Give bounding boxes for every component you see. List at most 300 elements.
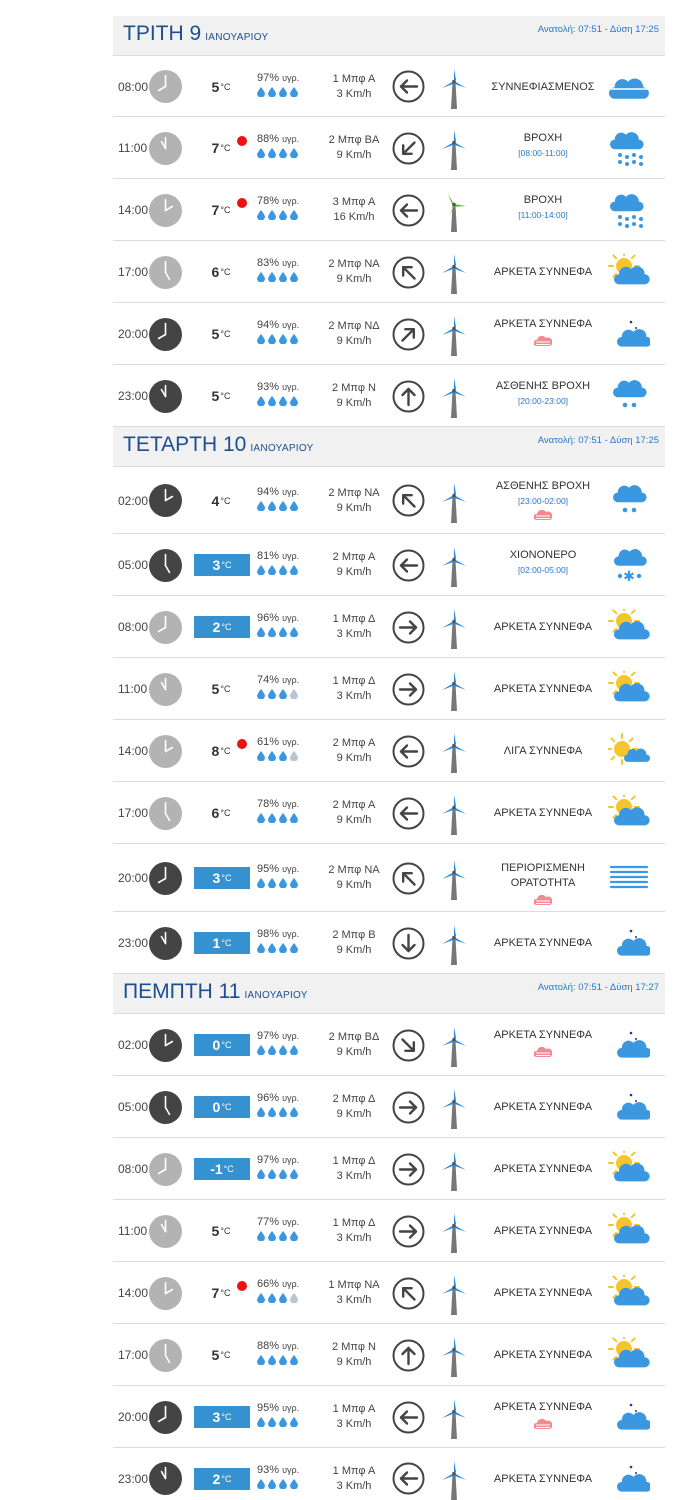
wind-speed: 9 Km/h [336, 273, 372, 285]
humidity-unit: υγρ. [282, 799, 300, 809]
humidity-text [257, 381, 313, 393]
humidity-drops-icon [257, 689, 313, 699]
wind-direction-arrow-icon [392, 611, 425, 644]
wind-turbine-icon [439, 483, 469, 523]
condition-text: ΠΕΡΙΟΡΙΣΜΕΝΗ ΟΡΑΤΟΤΗΤΑ [501, 862, 585, 889]
wind-direction-arrow-icon [392, 132, 425, 165]
condition-text: ΑΡΚΕΤΑ ΣΥΝΝΕΦΑ [493, 266, 593, 278]
wind-speed: 9 Km/h [336, 149, 372, 161]
wind-direction-arrow-icon [392, 1339, 425, 1372]
forecast-time: 05:00 [118, 1100, 149, 1114]
clock-icon [149, 1277, 182, 1310]
temperature-unit: °C [220, 808, 231, 818]
wind-turbine-icon [439, 192, 469, 232]
humidity [257, 486, 313, 511]
humidity-unit: υγρ. [282, 196, 300, 206]
humidity-value: 81% [257, 550, 280, 562]
wind-info [319, 798, 389, 828]
day-header [113, 16, 665, 56]
humidity-value: 96% [257, 612, 280, 624]
humidity-drops-icon [257, 1045, 313, 1055]
temperature-unit: °C [221, 1040, 232, 1050]
forecast-row [113, 1386, 665, 1448]
humidity-unit: υγρ. [282, 1031, 300, 1041]
forecast-row [113, 596, 665, 658]
temperature-value: 8 [211, 743, 220, 759]
humidity-value: 97% [257, 1154, 280, 1166]
wind-direction-arrow-icon [392, 862, 425, 895]
temperature-unit: °C [221, 938, 232, 948]
humidity [257, 612, 313, 637]
humidity-drops-icon [257, 501, 313, 511]
humidity-drops-icon [257, 1355, 313, 1365]
temperature-unit: °C [220, 143, 231, 153]
temperature-value: 6 [211, 805, 220, 821]
clock-icon [149, 735, 182, 768]
cloudy-icon [608, 69, 650, 105]
temperature-value: 3 [212, 557, 221, 573]
clock-icon [149, 797, 182, 830]
humidity-value: 83% [257, 257, 280, 269]
humidity-value: 88% [257, 133, 280, 145]
wind-info [319, 133, 389, 163]
wind-info [319, 319, 389, 349]
forecast-row [113, 179, 665, 241]
partly-cloudy-day-icon [608, 1337, 650, 1373]
humidity-unit: υγρ. [282, 864, 300, 874]
temperature [194, 616, 250, 638]
wind-beaufort: 2 Μπφ ΝΑ [328, 258, 380, 270]
temperature-unit: °C [221, 873, 232, 883]
temperature [193, 802, 249, 824]
humidity-unit: υγρ. [282, 382, 300, 392]
wind-speed: 9 Km/h [336, 752, 372, 764]
temperature-unit: °C [220, 1226, 231, 1236]
humidity-unit: υγρ. [282, 320, 300, 330]
wind-beaufort: 2 Μπφ ΝΑ [328, 486, 380, 499]
condition-period: [20:00-23:00] [517, 396, 569, 406]
wind-info [319, 1092, 389, 1122]
condition [478, 317, 608, 347]
wind-turbine-icon [439, 254, 469, 294]
forecast-row [113, 782, 665, 844]
condition [478, 548, 608, 575]
temperature-unit: °C [220, 391, 231, 401]
condition-text: ΑΡΚΕΤΑ ΣΥΝΝΕΦΑ [493, 683, 593, 695]
wind-direction-arrow-icon [392, 797, 425, 830]
humidity-drops-icon [257, 627, 313, 637]
temperature-value: 3 [212, 1409, 221, 1425]
wind-turbine-icon [439, 1461, 469, 1500]
mist-icon [534, 510, 552, 521]
wind-speed: 3 Km/h [336, 1479, 372, 1492]
clock-icon [149, 1029, 182, 1062]
condition-period: [11:00-14:00] [518, 210, 568, 220]
wind-direction-arrow-icon [392, 1401, 425, 1434]
partly-cloudy-day-icon [608, 1151, 650, 1187]
temperature-value: -1 [210, 1161, 223, 1177]
temperature-unit: °C [220, 1288, 231, 1298]
condition-period: [23:00-02:00] [517, 495, 569, 506]
humidity-unit: υγρ. [282, 551, 300, 561]
temperature [193, 1344, 249, 1366]
forecast-row [113, 1448, 665, 1500]
forecast-time: 17:00 [118, 265, 149, 279]
humidity-value: 66% [257, 1278, 280, 1290]
humidity-text [257, 736, 313, 748]
wind-turbine-icon [439, 130, 469, 170]
humidity-unit: υγρ. [282, 1093, 300, 1103]
rain-icon [608, 130, 650, 166]
condition [478, 806, 608, 821]
wind-direction-arrow-icon [392, 380, 425, 413]
wind-beaufort: 1 Μπφ ΝΑ [328, 1279, 380, 1291]
wind-speed: 9 Km/h [336, 1356, 372, 1368]
wind-direction-arrow-icon [392, 1029, 425, 1062]
wind-turbine-icon [439, 1213, 469, 1253]
clock-icon [149, 318, 182, 351]
wind-turbine-icon [439, 925, 469, 965]
humidity [257, 195, 313, 220]
wind-info [319, 257, 389, 287]
wind-speed: 3 Km/h [336, 1294, 372, 1306]
temperature [193, 76, 249, 98]
wind-beaufort: 2 Μπφ ΒΔ [328, 1031, 380, 1043]
temperature [193, 490, 249, 512]
humidity [257, 257, 313, 282]
wind-direction-arrow-icon [392, 735, 425, 768]
humidity-text [257, 798, 313, 810]
condition [478, 1028, 608, 1058]
clock-icon [149, 70, 182, 103]
humidity-drops-icon [257, 878, 313, 888]
condition-text: ΑΡΚΕΤΑ ΣΥΝΝΕΦΑ [493, 1287, 593, 1299]
condition [478, 744, 608, 759]
humidity-text [257, 195, 313, 207]
humidity-text [257, 550, 313, 562]
humidity [257, 550, 313, 575]
condition [478, 682, 608, 697]
humidity-text [257, 928, 313, 940]
humidity-text [257, 1216, 313, 1228]
wind-info [319, 72, 389, 102]
humidity-drops-icon [257, 334, 313, 344]
temperature-unit: °C [221, 1412, 232, 1422]
humidity-drops-icon [257, 565, 313, 575]
wind-beaufort: 2 Μπφ Ν [332, 1341, 376, 1353]
forecast-list [113, 16, 665, 1500]
humidity-drops-icon [257, 148, 313, 158]
temperature-unit: °C [220, 1350, 231, 1360]
temperature-value: 5 [211, 681, 220, 697]
wind-speed: 9 Km/h [336, 814, 372, 826]
humidity-unit: υγρ. [282, 134, 300, 144]
wind-turbine-icon [439, 795, 469, 835]
forecast-row [113, 1324, 665, 1386]
humidity [257, 1216, 313, 1241]
temperature-unit: °C [220, 81, 231, 92]
partly-cloudy-day-icon [608, 1213, 650, 1249]
warm-indicator-icon [237, 198, 247, 208]
condition [478, 620, 608, 635]
partly-cloudy-day-icon [608, 609, 650, 645]
forecast-row [113, 303, 665, 365]
condition-text: ΑΡΚΕΤΑ ΣΥΝΝΕΦΑ [493, 1401, 593, 1413]
temperature-unit: °C [221, 1473, 232, 1484]
humidity-drops-icon [257, 751, 313, 761]
humidity [257, 1402, 313, 1427]
humidity-unit: υγρ. [282, 1155, 300, 1165]
condition [478, 861, 608, 906]
few-clouds-icon [608, 733, 650, 769]
condition [478, 1100, 608, 1115]
condition [478, 1162, 608, 1177]
wind-info [319, 612, 389, 642]
forecast-time: 02:00 [118, 493, 149, 508]
forecast-row [113, 720, 665, 782]
temperature [194, 1468, 250, 1490]
warm-indicator-icon [237, 739, 247, 749]
forecast-time: 20:00 [118, 327, 149, 341]
condition [478, 1286, 608, 1301]
wind-beaufort: 2 Μπφ Ν [332, 382, 376, 394]
humidity-unit: υγρ. [282, 675, 300, 685]
day-name: ΤΡΙΤΗ 9 [123, 22, 202, 45]
wind-direction-arrow-icon [392, 1277, 425, 1310]
temperature [194, 1034, 250, 1056]
rain-icon [608, 192, 650, 228]
wind-speed: 9 Km/h [336, 879, 372, 891]
wind-beaufort: 3 Μπφ Α [332, 196, 376, 208]
wind-beaufort: 2 Μπφ Α [332, 799, 376, 811]
partly-cloudy-day-icon [608, 254, 650, 290]
forecast-time: 14:00 [118, 203, 149, 217]
wind-direction-arrow-icon [392, 318, 425, 351]
day-month: ΙΑΝΟΥΑΡΙΟΥ [244, 990, 308, 1001]
sunrise-sunset: Ανατολή: 07:51 - Δύση 17:25 [537, 435, 659, 446]
temperature-unit: °C [220, 495, 231, 506]
humidity-text [257, 612, 313, 624]
wind-turbine-icon [439, 1027, 469, 1067]
temperature [193, 385, 249, 407]
humidity-value: 77% [257, 1216, 280, 1228]
condition-text: ΛΙΓΑ ΣΥΝΝΕΦΑ [503, 745, 583, 757]
clock-icon [149, 1215, 182, 1248]
humidity [257, 1464, 313, 1489]
wind-info [319, 1216, 389, 1246]
condition [478, 479, 608, 521]
condition [478, 1400, 608, 1430]
wind-speed: 3 Km/h [336, 87, 372, 100]
humidity-text [257, 1464, 313, 1476]
condition-text: ΑΣΘΕΝΗΣ ΒΡΟΧΗ [495, 380, 591, 392]
wind-turbine-icon [439, 671, 469, 711]
humidity-value: 97% [257, 71, 280, 84]
temperature [194, 867, 250, 889]
humidity [257, 674, 313, 699]
humidity [257, 1154, 313, 1179]
temperature-value: 0 [212, 1099, 221, 1115]
wind-info [319, 1030, 389, 1060]
temperature-value: 2 [212, 619, 221, 635]
temperature-value: 5 [211, 388, 220, 404]
partly-cloudy-night-icon [608, 1461, 650, 1497]
temperature-unit: °C [223, 1164, 234, 1174]
condition-text: ΑΡΚΕΤΑ ΣΥΝΝΕΦΑ [493, 1163, 593, 1175]
sleet-icon [608, 547, 650, 583]
wind-info [319, 195, 389, 225]
condition-text: ΑΡΚΕΤΑ ΣΥΝΝΕΦΑ [493, 621, 593, 633]
condition-text: ΑΣΘΕΝΗΣ ΒΡΟΧΗ [495, 479, 591, 492]
temperature [194, 554, 250, 576]
humidity-unit: υγρ. [282, 1403, 300, 1413]
wind-beaufort: 2 Μπφ Α [332, 737, 376, 749]
clock-icon [149, 1091, 182, 1124]
forecast-time: 23:00 [118, 389, 149, 403]
forecast-time: 23:00 [118, 936, 149, 950]
wind-speed: 16 Km/h [333, 211, 375, 223]
day-month: ΙΑΝΟΥΑΡΙΟΥ [205, 32, 269, 43]
clock-icon [149, 1153, 182, 1186]
humidity [257, 928, 313, 953]
wind-direction-arrow-icon [392, 194, 425, 227]
wind-speed: 3 Km/h [336, 1232, 372, 1244]
day-name: ΤΕΤΑΡΤΗ 10 [123, 433, 247, 456]
wind-direction-arrow-icon [392, 1462, 425, 1495]
sunrise-sunset: Ανατολή: 07:51 - Δύση 17:25 [537, 24, 659, 35]
temperature [193, 261, 249, 283]
partly-cloudy-day-icon [608, 795, 650, 831]
humidity-text [257, 1092, 313, 1104]
humidity-value: 74% [257, 674, 280, 686]
humidity-value: 94% [257, 485, 280, 498]
temperature-unit: °C [220, 329, 231, 339]
wind-direction-arrow-icon [392, 484, 425, 517]
wind-beaufort: 1 Μπφ Δ [332, 675, 376, 687]
temperature-value: 4 [211, 492, 220, 509]
humidity-text [257, 1340, 313, 1352]
partly-cloudy-night-icon [608, 316, 650, 352]
humidity [257, 72, 313, 97]
temperature-value: 5 [211, 1223, 220, 1239]
humidity-value: 88% [257, 1340, 280, 1352]
day-title [123, 22, 269, 46]
forecast-row [113, 56, 665, 117]
condition [478, 131, 608, 158]
humidity-text [257, 1278, 313, 1290]
wind-beaufort: 1 Μπφ Δ [332, 1217, 376, 1229]
temperature [194, 1096, 250, 1118]
humidity-unit: υγρ. [282, 486, 300, 497]
condition-text: ΑΡΚΕΤΑ ΣΥΝΝΕΦΑ [493, 1349, 593, 1361]
forecast-time: 08:00 [118, 620, 149, 634]
wind-info [319, 550, 389, 580]
wind-beaufort: 2 Μπφ Β [332, 929, 376, 941]
partly-cloudy-night-icon [608, 1399, 650, 1435]
condition [478, 1348, 608, 1363]
condition-period: [02:00-05:00] [517, 565, 569, 575]
forecast-row [113, 844, 665, 912]
temperature-unit: °C [220, 746, 231, 756]
humidity-value: 98% [257, 928, 280, 940]
humidity-text [257, 1154, 313, 1166]
forecast-time: 08:00 [118, 79, 149, 94]
condition-text: ΑΡΚΕΤΑ ΣΥΝΝΕΦΑ [493, 1225, 593, 1237]
temperature-value: 3 [212, 870, 221, 886]
temperature-unit: °C [221, 1102, 232, 1112]
condition [478, 1472, 608, 1487]
temperature [193, 678, 249, 700]
wind-speed: 9 Km/h [336, 501, 372, 514]
humidity-text [257, 863, 313, 875]
condition-text: ΒΡΟΧΗ [523, 194, 563, 206]
forecast-time: 08:00 [118, 1162, 149, 1176]
temperature [194, 932, 250, 954]
humidity-text [257, 674, 313, 686]
partly-cloudy-night-icon [608, 1089, 650, 1125]
svg-text:✱: ✱ [623, 569, 635, 583]
clock-icon [149, 380, 182, 413]
condition-text: ΑΡΚΕΤΑ ΣΥΝΝΕΦΑ [493, 1101, 593, 1113]
humidity-value: 93% [257, 381, 280, 393]
temperature-unit: °C [221, 622, 232, 632]
humidity-text [257, 72, 313, 84]
condition [478, 1224, 608, 1239]
day-month: ΙΑΝΟΥΑΡΙΟΥ [250, 443, 314, 454]
temperature-value: 2 [212, 1470, 221, 1487]
mist-icon [534, 1047, 552, 1058]
partly-cloudy-day-icon [608, 671, 650, 707]
humidity [257, 1030, 313, 1055]
temperature-unit: °C [220, 267, 231, 277]
forecast-time: 20:00 [118, 1410, 149, 1424]
wind-info [319, 1464, 389, 1494]
humidity-unit: υγρ. [282, 929, 300, 939]
condition-text: ΑΡΚΕΤΑ ΣΥΝΝΕΦΑ [493, 1029, 593, 1041]
clock-icon [149, 862, 182, 895]
forecast-time: 14:00 [118, 744, 149, 758]
humidity-unit: υγρ. [282, 1217, 300, 1227]
forecast-row [113, 1138, 665, 1200]
humidity [257, 381, 313, 406]
humidity-unit: υγρ. [282, 1464, 300, 1475]
humidity-text [257, 133, 313, 145]
humidity-value: 78% [257, 195, 280, 207]
forecast-time: 11:00 [118, 682, 148, 696]
day-title [123, 433, 314, 457]
forecast-time: 05:00 [118, 558, 149, 572]
wind-turbine-icon [439, 1151, 469, 1191]
condition-text: ΑΡΚΕΤΑ ΣΥΝΝΕΦΑ [493, 807, 593, 819]
clock-icon [149, 132, 182, 165]
condition [478, 936, 608, 951]
humidity-drops-icon [257, 87, 313, 97]
wind-beaufort: 1 Μπφ Α [332, 1464, 376, 1477]
temperature-value: 5 [211, 326, 220, 342]
wind-beaufort: 2 Μπφ ΒΑ [328, 134, 380, 146]
day-name: ΠΕΜΠΤΗ 11 [123, 980, 241, 1003]
clock-icon [149, 1462, 182, 1495]
day-header [113, 974, 665, 1014]
humidity-drops-icon [257, 813, 313, 823]
sunrise-sunset: Ανατολή: 07:51 - Δύση 17:27 [537, 982, 659, 993]
wind-turbine-icon [439, 69, 469, 109]
humidity [257, 319, 313, 344]
humidity-unit: υγρ. [282, 72, 300, 83]
humidity [257, 1092, 313, 1117]
forecast-time: 11:00 [118, 1224, 148, 1238]
humidity-unit: υγρ. [282, 258, 300, 268]
